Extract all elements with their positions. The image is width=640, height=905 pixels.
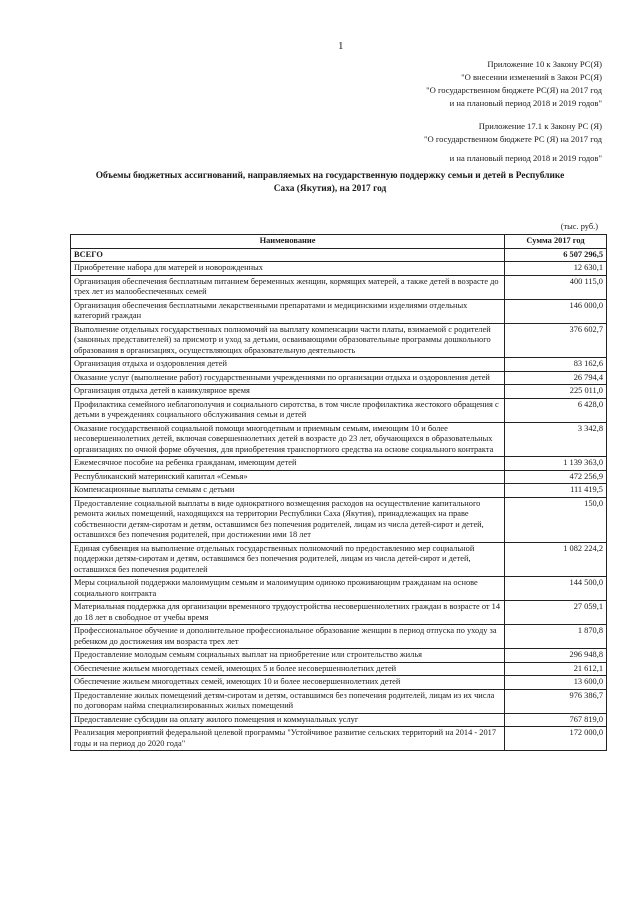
header-name: Наименование (71, 235, 505, 249)
table-row (71, 457, 607, 471)
table-row (71, 371, 607, 385)
row-name: Организация отдыха детей в каникулярное время (71, 385, 505, 399)
table-row (71, 713, 607, 727)
row-amount: 6 507 296,5 (505, 248, 607, 262)
row-name: Организация отдыха и оздоровления детей (71, 358, 505, 372)
row-name: Оказание государственной социальной помощи многодетным и приемным семьям, имеющим 10 и более несовершеннолетних детей, включая совершеннолетних детей в возрасте до 23 лет, обучающихся в образовательных организациях по очной форме обучения, для приобретения транспортного средства на основе социального контракта (71, 422, 505, 457)
row-name: Выполнение отдельных государственных полномочий на выплату компенсации части платы, взимаемой с родителей (законных представителей) за присмотр и уход за детьми, осваивающими образовательные программы дошкольного образования в организациях, осуществляющих образовательную деятельность (71, 323, 505, 358)
appendix-line: "О государственном бюджете РС (Я) на 2017 год (423, 134, 602, 144)
row-amount: 26 794,4 (505, 371, 607, 385)
table-total-row (71, 248, 607, 262)
row-amount: 6 428,0 (505, 398, 607, 422)
row-name: Оказание услуг (выполнение работ) государственными учреждениями по организации отдыха и оздоровления детей (71, 371, 505, 385)
table-row (71, 662, 607, 676)
row-amount: 472 256,9 (505, 470, 607, 484)
row-name: Предоставление субсидии на оплату жилого помещения и коммунальных услуг (71, 713, 505, 727)
row-name: Профессиональное обучение и дополнительное профессиональное образование женщин в период отпуска по уходу за ребенком до достижения им возраста трех лет (71, 625, 505, 649)
row-amount: 1 139 363,0 (505, 457, 607, 471)
table-row (71, 484, 607, 498)
row-amount: 27 059,1 (505, 601, 607, 625)
table-row (71, 676, 607, 690)
row-amount: 83 162,6 (505, 358, 607, 372)
row-amount: 144 500,0 (505, 577, 607, 601)
table-row (71, 625, 607, 649)
document-title (60, 170, 600, 196)
appendix-note-10 (426, 58, 602, 110)
table-row (71, 689, 607, 713)
table-row (71, 358, 607, 372)
row-name: Предоставление жилых помещений детям-сиротам и детям, оставшимся без попечения родителей, лицам из их числа по договорам найма специализированных жилых помещений (71, 689, 505, 713)
table-row (71, 542, 607, 577)
row-name: Обеспечение жильем многодетных семей, имеющих 5 и более несовершеннолетних детей (71, 662, 505, 676)
row-amount: 3 342,8 (505, 422, 607, 457)
table-row (71, 323, 607, 358)
row-name: Обеспечение жильем многодетных семей, имеющих 10 и более несовершеннолетних детей (71, 676, 505, 690)
row-amount: 150,0 (505, 497, 607, 542)
table-row (71, 275, 607, 299)
table-row (71, 727, 607, 751)
table-row (71, 385, 607, 399)
row-name: Единая субвенция на выполнение отдельных государственных полномочий по предоставлению мер социальной поддержки детям-сиротам и детям, оставшимся без попечения родителей, лицам из числа детей-сирот и детей, оставшихся без попечения родителей (71, 542, 505, 577)
row-name: Компенсационные выплаты семьям с детьми (71, 484, 505, 498)
appendix-line: и на плановый период 2018 и 2019 годов" (449, 98, 602, 108)
budget-table (70, 234, 607, 751)
page-number: 1 (338, 40, 344, 52)
header-amount: Сумма 2017 год (505, 235, 607, 249)
table-row (71, 470, 607, 484)
table-body (71, 248, 607, 751)
table-header-row (71, 235, 607, 249)
appendix-note-17-1 (424, 120, 602, 165)
row-amount: 225 011,0 (505, 385, 607, 399)
table-row (71, 299, 607, 323)
row-amount: 976 386,7 (505, 689, 607, 713)
appendix-line: "О государственном бюджете РС(Я) на 2017 год (426, 85, 602, 95)
row-amount: 767 819,0 (505, 713, 607, 727)
row-name: Республиканский материнский капитал «Семья» (71, 470, 505, 484)
table-row (71, 398, 607, 422)
row-name: Приобретение набора для матерей и новорожденных (71, 262, 505, 276)
row-name: Реализация мероприятий федеральной целевой программы "Устойчивое развитие сельских территорий на 2014 - 2017 годы и на период до 2020 года" (71, 727, 505, 751)
title-line: Саха (Якутия), на 2017 год (273, 184, 387, 194)
row-amount: 1 870,8 (505, 625, 607, 649)
row-amount: 376 602,7 (505, 323, 607, 358)
title-line: Объемы бюджетных ассигнований, направляемых на государственную поддержку семьи и детей в Республике (95, 171, 565, 181)
row-amount: 13 600,0 (505, 676, 607, 690)
table-row (71, 577, 607, 601)
row-amount: 21 612,1 (505, 662, 607, 676)
table-row (71, 422, 607, 457)
appendix-line: и на плановый период 2018 и 2019 годов" (449, 153, 602, 163)
appendix-line: "О внесении изменений в Закон РС(Я) (461, 72, 602, 82)
row-amount: 111 419,5 (505, 484, 607, 498)
table-row (71, 262, 607, 276)
row-amount: 400 115,0 (505, 275, 607, 299)
appendix-line: Приложение 10 к Закону РС(Я) (487, 59, 602, 69)
row-amount: 146 000,0 (505, 299, 607, 323)
appendix-line: Приложение 17.1 к Закону РС (Я) (478, 121, 602, 131)
table-row (71, 497, 607, 542)
unit-label: (тыс. руб.) (560, 222, 598, 231)
row-name: Ежемесячное пособие на ребенка гражданам, имеющим детей (71, 457, 505, 471)
row-amount: 296 948,8 (505, 649, 607, 663)
row-name: Материальная поддержка для организации временного трудоустройства несовершеннолетних граждан в возрасте от 14 до 18 лет в свободное от учебы время (71, 601, 505, 625)
table-row (71, 601, 607, 625)
row-name: Организация обеспечения бесплатными лекарственными препаратами и медицинскими изделиями отдельных категорий граждан (71, 299, 505, 323)
row-name: Предоставление социальной выплаты в виде однократного возмещения расходов на осуществление капитального ремонта жилых помещений, находящихся на территории Республики Саха (Якутия), принадлежащих на праве собственности детям-сиротам и детям, оставшимся без попечения родителей, лицам из числа детей-сирот и детей, оставшихся без попечения родителей, при достижении ими 18 лет (71, 497, 505, 542)
row-name: Организация обеспечения бесплатным питанием беременных женщин, кормящих матерей, а также детей в возрасте до трех лет из малообеспеченных семей (71, 275, 505, 299)
row-amount: 1 082 224,2 (505, 542, 607, 577)
row-name: Профилактика семейного неблагополучия и социального сиротства, в том числе профилактика жестокого обращения с детьми в учреждениях социального обслуживания семьи и детей (71, 398, 505, 422)
row-amount: 172 000,0 (505, 727, 607, 751)
row-name: Меры социальной поддержки малоимущим семьям и малоимущим одиноко проживающим гражданам на основе социального контракта (71, 577, 505, 601)
row-amount: 12 630,1 (505, 262, 607, 276)
row-name: Предоставление молодым семьям социальных выплат на приобретение или строительство жилья (71, 649, 505, 663)
table-row (71, 649, 607, 663)
row-name: ВСЕГО (71, 248, 505, 262)
